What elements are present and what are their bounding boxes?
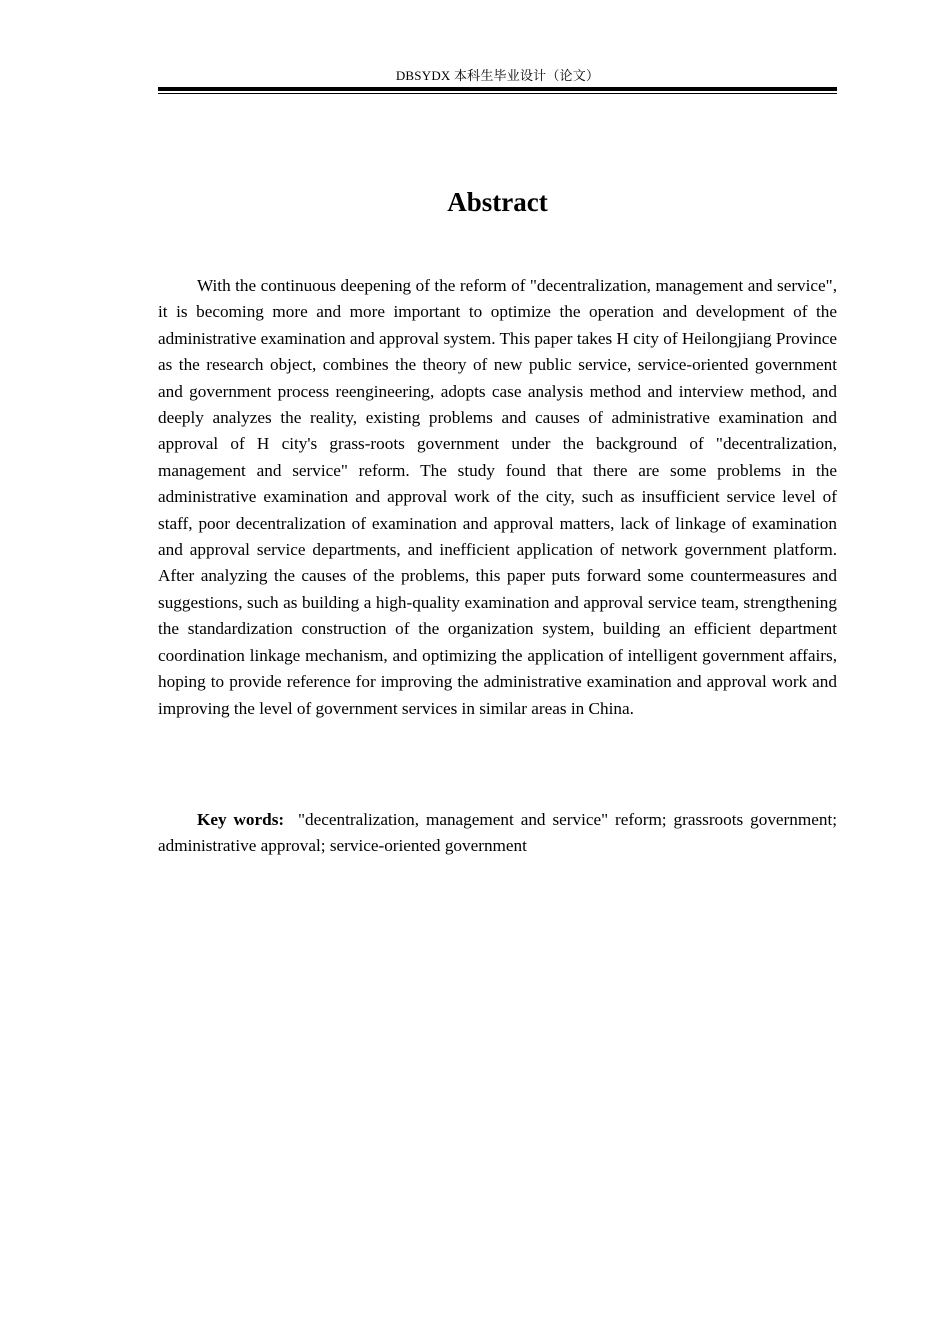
header-rule-thin [158,93,837,94]
keywords-label: Key words: [197,810,285,829]
page-title: Abstract [447,187,548,217]
keywords-text: "decentralization, management and service" reform; grassroots government; administrative approval; service-oriented government [158,810,837,856]
abstract-paragraph: With the continuous deepening of the reform of "decentralization, management and service", it is becoming more and more important to optimize the operation and development of the administrative examination and approval system. This paper takes H city of Heilongjiang Province as the research object, combines the theory of new public service, service-oriented government and government process reengineering, adopts case analysis method and interview method, and deeply analyzes the reality, existing problems and causes of administrative examination and approval of H city's grass-roots government under the background of "decentralization, management and service" reform. The study found that there are some problems in the administrative examination and approval work of the city, such as insufficient service level of staff, poor decentralization of examination and approval matters, lack of linkage of examination and approval service departments, and inefficient application of network government platform. After analyzing the causes of the problems, this paper puts forward some countermeasures and suggestions, such as building a high-quality examination and approval service team, strengthening the standardization construction of the organization system, building an efficient department coordination linkage mechanism, and optimizing the application of intelligent government affairs, hoping to provide reference for improving the administrative examination and approval work and improving the level of government services in similar areas in China. [158,276,837,718]
keywords-paragraph [158,807,837,860]
running-header: DBSYDX 本科生毕业设计（论文） [395,68,600,83]
header-rule-thick [158,87,837,91]
